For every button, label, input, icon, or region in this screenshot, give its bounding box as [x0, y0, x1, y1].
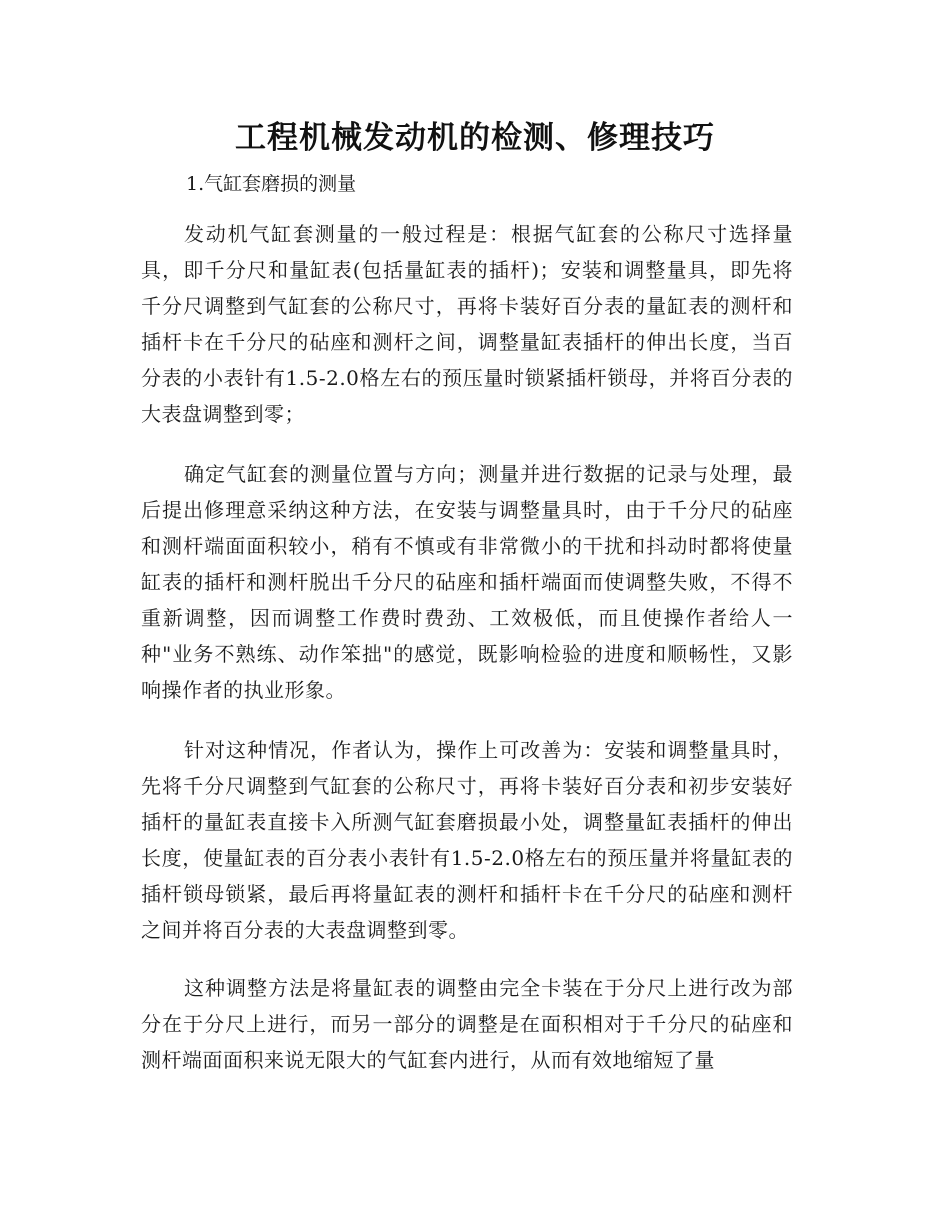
paragraph: 这种调整方法是将量缸表的调整由完全卡装在于分尺上进行改为部分在于分尺上进行，而另一部分的调整是在面积相对于千分尺的砧座和测杆端面面积来说无限大的气缸套内进行，从而有效地缩短了量 [141, 976, 793, 1072]
paragraph: 针对这种情况，作者认为，操作上可改善为：安装和调整量具时，先将千分尺调整到气缸套的公称尺寸，再将卡装好百分表和初步安装好插杆的量缸表直接卡入所测气缸套磨损最小处，调整量缸表插杆的伸出长度，使量缸表的百分表小表针有1.5-2.0格左右的预压量并将量缸表的插杆锁母锁紧，最后再将量缸表的测杆和插杆卡在千分尺的砧座和测杆之间并将百分表的大表盘调整到零。 [141, 738, 793, 942]
paragraph: 发动机气缸套测量的一般过程是：根据气缸套的公称尺寸选择量具，即千分尺和量缸表(包括量缸表的插杆)；安装和调整量具，即先将千分尺调整到气缸套的公称尺寸，再将卡装好百分表的量缸表的测杆和插杆卡在千分尺的砧座和测杆之间，调整量缸表插杆的伸出长度，当百分表的小表针有1.5-2.0格左右的预压量时锁紧插杆锁母，并将百分表的大表盘调整到零； [141, 222, 793, 426]
document-title: 工程机械发动机的检测、修理技巧 [235, 120, 715, 156]
paragraph: 确定气缸套的测量位置与方向；测量并进行数据的记录与处理，最后提出修理意采纳这种方法，在安装与调整量具时，由于千分尺的砧座和测杆端面面积较小，稍有不慎或有非常微小的干扰和抖动时都将使量缸表的插杆和测杆脱出千分尺的砧座和插杆端面而使调整失败，不得不重新调整，因而调整工作费时费劲、工效极低，而且使操作者给人一种"业务不熟练、动作笨拙"的感觉，既影响检验的进度和顺畅性，又影响操作者的执业形象。 [141, 462, 793, 702]
section-heading: 1.气缸套磨损的测量 [186, 173, 357, 195]
